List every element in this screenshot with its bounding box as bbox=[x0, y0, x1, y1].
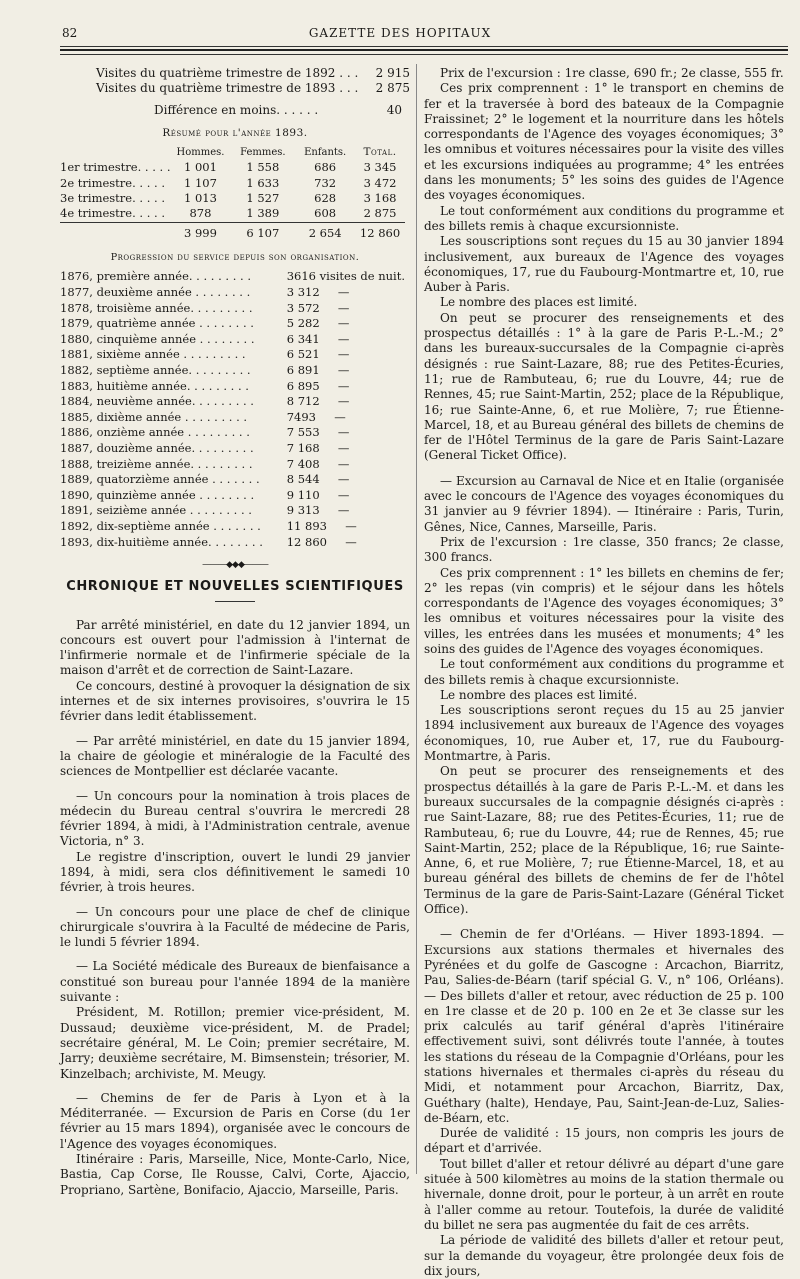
progression-row: 1884, neuvième année. . . . . . . . . 8 712 — bbox=[60, 394, 350, 409]
progression-row: 1886, onzième année . . . . . . . . . 7 553 — bbox=[60, 425, 350, 440]
header-rule bbox=[60, 54, 788, 55]
progression-row: 1876, première année. . . . . . . . . 3616 visites de nuit. bbox=[60, 269, 405, 284]
paragraph: Par arrêté ministériel, en date du 12 janvier 1894, un concours est ouvert pour l'admission à l'internat de l'infirmerie normale et de l'infirmerie spéciale de la maison d'arrêt et de correction de Saint-Lazare. bbox=[60, 617, 410, 678]
column-divider bbox=[416, 64, 417, 1174]
section-rule bbox=[215, 601, 255, 602]
progression-row: 1882, septième année. . . . . . . . . 6 891 — bbox=[60, 362, 350, 377]
progression-row: 1893, dix-huitième année. . . . . . . . 12 860 — bbox=[60, 534, 357, 549]
paragraph: Les souscriptions sont reçues du 15 au 30 janvier 1894 inclusivement, aux bureaux de l'Agence des voyages économiques, 17, rue du Faubourg-Montmartre et, 10, rue Auber à Paris. bbox=[424, 234, 784, 295]
paragraph: Les souscriptions seront reçues du 15 au 25 janvier 1894 inclusivement aux bureaux de l'Agence des voyages économiques, 10, rue Auber et, 17, rue du Faubourg-Montmartre, à Paris. bbox=[424, 703, 784, 764]
paragraph: — La Société médicale des Bureaux de bienfaisance a constitué son bureau pour l'année 1894 de la manière suivante : bbox=[60, 959, 410, 1005]
resume-row: 3e trimestre. . . . . 1 013 1 527 628 3 168 bbox=[60, 191, 397, 206]
progression-row: 1890, quinzième année . . . . . . . . 9 110 — bbox=[60, 487, 350, 502]
paragraph: Président, M. Rotillon; premier vice-président, M. Dussaud; deuxième vice-président, M. de Pradel; secrétaire général, M. Le Coin; premier secrétaire, M. Jarry; deuxième secrétaire, M. Bimsenstein; trésorier, M. Kinzelbach; archiviste, M. Meugy. bbox=[60, 1005, 410, 1081]
paragraph: Tout billet d'aller et retour délivré au départ d'une gare située à 500 kilomètres au moins de la station thermale ou hivernale, donne droit, pour le porteur, à un arrêt en route à l'aller comme au retour. Toutefois, la durée de validité du billet ne sera pas augmentée du fait de ces arrêts. bbox=[424, 1156, 784, 1232]
resume-row: 4e trimestre. . . . . 878 1 389 608 2 875 bbox=[60, 206, 397, 221]
paragraph: Durée de validité : 15 jours, non compris les jours de départ et d'arrivée. bbox=[424, 1126, 784, 1156]
visites-row: Visites du quatrième trimestre de 1893 . . . 2 875 bbox=[96, 81, 410, 96]
header-rule-thick bbox=[60, 49, 788, 51]
page-header bbox=[0, 22, 800, 42]
difference-row: Différence en moins. . . . . . 40 bbox=[154, 102, 402, 117]
page-number: 82 bbox=[62, 26, 78, 40]
progression-row: 1889, quatorzième année . . . . . . . 8 544 — bbox=[60, 472, 350, 487]
paragraph: — Chemins de fer de Paris à Lyon et à la Méditerranée. — Excursion de Paris en Corse (du 1er février au 15 mars 1894), organisée avec le concours de l'Agence des voyages économiques. bbox=[60, 1090, 410, 1151]
section-title: CHRONIQUE ET NOUVELLES SCIENTIFIQUES bbox=[66, 579, 404, 595]
paragraph: Ces prix comprennent : 1° le transport en chemins de fer et la traversée à bord des bateaux de la Compagnie Fraissinet; 2° le logement et la nourriture dans les hôtels correspondants de l'Agence des voyages économiques; 3° les omnibus et voitures nécessaires pour la visite des villes et les excursions indiquées au programme; 4° les entrées dans les monuments; 5° les soins des guides de l'Agence des voyages économiques. bbox=[424, 81, 784, 203]
paragraph: Prix de l'excursion : 1re classe, 690 fr.; 2e classe, 555 fr. bbox=[440, 66, 784, 80]
progression-row: 1880, cinquième année . . . . . . . . 6 341 — bbox=[60, 331, 350, 346]
visites-row: Visites du quatrième trimestre de 1892 . . . 2 915 bbox=[96, 66, 410, 80]
paragraph: Ces prix comprennent : 1° les billets en chemins de fer; 2° les repas (vin compris) et le séjour dans les hôtels correspondants de l'Agence des voyages économiques; 3° les omnibus et voitures nécessaires pour la visite des villes, les entrées dans les musées et monuments; 4° les soins des guides de l'Agence des voyages économiques. bbox=[424, 565, 784, 656]
progression-row: 1878, troisième année. . . . . . . . . 3 572 — bbox=[60, 300, 350, 315]
left-column bbox=[60, 66, 410, 1198]
paragraph: Le nombre des places est limité. bbox=[440, 295, 638, 310]
progression-row: 1892, dix-septième année . . . . . . . 11 893 — bbox=[60, 518, 357, 533]
right-column bbox=[424, 66, 784, 1279]
paragraph: Le tout conformément aux conditions du programme et des billets remis à chaque excursionniste. bbox=[424, 203, 784, 233]
progression-row: 1877, deuxième année . . . . . . . . 3 312 — bbox=[60, 285, 350, 299]
progression-table bbox=[60, 269, 405, 550]
visites-block bbox=[96, 66, 410, 118]
progression-row: 1879, quatrième année . . . . . . . . 5 282 — bbox=[60, 316, 350, 331]
paragraph: — Chemin de fer d'Orléans. — Hiver 1893-1894. — Excursions aux stations thermales et hivernales des Pyrénées et du golfe de Gascogne : Arcachon, Biarritz, Pau, Salies-de-Béarn (tarif spécial G. V., n° 106, Orléans). — Des billets d'aller et retour, avec réduction de 25 p. 100 en 1re classe et de 20 p. 100 en 2e et 3e classe sur les prix calculés au tarif général d'après l'itinéraire effectivement suivi, sont délivrés toute l'année, à toutes les stations du réseau de la Compagnie d'Orléans, pour les stations hivernales et thermales ci-après du réseau du Midi, et notamment pour Arcachon, Biarritz, Dax, Guéthary (halte), Hendaye, Pau, Saint-Jean-de-Luz, Salies-de-Béarn, etc. bbox=[424, 927, 784, 1125]
paragraph: — Excursion au Carnaval de Nice et en Italie (organisée avec le concours de l'Agence des voyages économiques du 31 janvier au 9 février 1894). — Itinéraire : Paris, Turin, Gênes, Nice, Cannes, Marseille, Paris. bbox=[424, 473, 784, 534]
progression-row: 1888, treizième année. . . . . . . . . 7 408 — bbox=[60, 456, 350, 471]
paragraph: Itinéraire : Paris, Marseille, Nice, Monte-Carlo, Nice, Bastia, Cap Corse, Ile Rousse, Calvi, Corte, Ajaccio, Propriano, Sartène, Bonifacio, Ajaccio, Marseille, Paris. bbox=[60, 1152, 410, 1197]
paragraph: — Un concours pour une place de chef de clinique chirurgicale s'ouvrira à la Faculté de médecine de Paris, le lundi 5 février 1894. bbox=[60, 904, 410, 950]
paragraph: — Un concours pour la nomination à trois places de médecin du Bureau central s'ouvrira le mercredi 28 février 1894, à midi, à l'Administration centrale, avenue Victoria, n° 3. bbox=[60, 788, 410, 849]
resume-row: 1er trimestre. . . . . 1 001 1 558 686 3 345 bbox=[60, 160, 397, 175]
resume-table bbox=[60, 145, 405, 241]
paragraph: Prix de l'excursion : 1re classe, 350 francs; 2e classe, 300 francs. bbox=[424, 534, 784, 565]
journal-title: GAZETTE DES HOPITAUX bbox=[308, 26, 492, 40]
progression-row: 1883, huitième année. . . . . . . . . 6 895 — bbox=[60, 378, 350, 393]
paragraph: — Par arrêté ministériel, en date du 15 janvier 1894, la chaire de géologie et minéralogie de la Faculté des sciences de Montpellier est déclarée vacante. bbox=[60, 733, 410, 779]
header-rule bbox=[60, 46, 788, 47]
paragraph: La période de validité des billets d'aller et retour peut, sur la demande du voyageur, être prolongée deux fois de dix jours, bbox=[424, 1233, 784, 1278]
resume-title: Résumé pour l'année 1893. bbox=[162, 126, 308, 139]
resume-row: 2e trimestre. . . . . 1 107 1 633 732 3 472 bbox=[60, 175, 397, 190]
progression-row: 1887, douzième année. . . . . . . . . 7 168 — bbox=[60, 440, 350, 455]
ornament-divider: ———◆◆◆——— bbox=[202, 559, 268, 570]
progression-row: 1891, seizième année . . . . . . . . . 9 313 — bbox=[60, 503, 350, 518]
paragraph: Ce concours, destiné à provoquer la désignation de six internes et de six internes provisoires, s'ouvrira le 15 février dans ledit établissement. bbox=[60, 678, 410, 724]
progression-title: Progression du service depuis son organisation. bbox=[110, 251, 360, 263]
paragraph: Le registre d'inscription, ouvert le lundi 29 janvier 1894, à midi, sera clos définitivement le samedi 10 février, à trois heures. bbox=[60, 849, 410, 895]
resume-totals-row: 3 999 6 107 2 654 12 860 bbox=[60, 222, 405, 241]
progression-row: 1881, sixième année . . . . . . . . . 6 521 — bbox=[60, 347, 350, 362]
paragraph: On peut se procurer des renseignements et des prospectus détaillés à la gare de Paris P.-L.-M. et dans les bureaux succursales de la compagnie désignés ci-après : rue Saint-Lazare, 88; rue des Petites-Écuries, 11; rue de Rambuteau, 6; rue du Louvre, 44; rue de Rennes, 45; rue Saint-Martin, 252; place de la République, 16; rue Sainte-Anne, 6, et rue Molière, 7; rue Étienne-Marcel, 18, et au bureau général des billets de chemins de fer de l'hôtel Terminus de la gare de Paris-Saint-Lazare (Général Ticket Office). bbox=[424, 764, 784, 917]
paragraph: On peut se procurer des renseignements et des prospectus détaillés : 1° à la gare de Paris P.-L.-M.; 2° dans les bureaux-succursales de la Compagnie ci-après désignés : rue Saint-Lazare, 88; rue des Petites-Écuries, 11; rue de Rambuteau, 6; rue du Louvre, 44; rue de Rennes, 45; rue Saint-Martin, 252; place de la République, 16; rue Sainte-Anne, 6, et rue Molière, 7; rue Étienne-Marcel, 18, et au Bureau général des billets de chemins de fer de l'Hôtel Terminus de la gare de Paris Saint-Lazare (General Ticket Office). bbox=[424, 310, 784, 463]
paragraph: Le nombre des places est limité. bbox=[440, 687, 638, 702]
resume-header-row: Hommes. Femmes. Enfants. Total. bbox=[176, 146, 397, 159]
progression-row: 1885, dixième année . . . . . . . . . 7493 — bbox=[60, 409, 346, 424]
paragraph: Le tout conformément aux conditions du programme et des billets remis à chaque excursionniste. bbox=[424, 657, 784, 687]
